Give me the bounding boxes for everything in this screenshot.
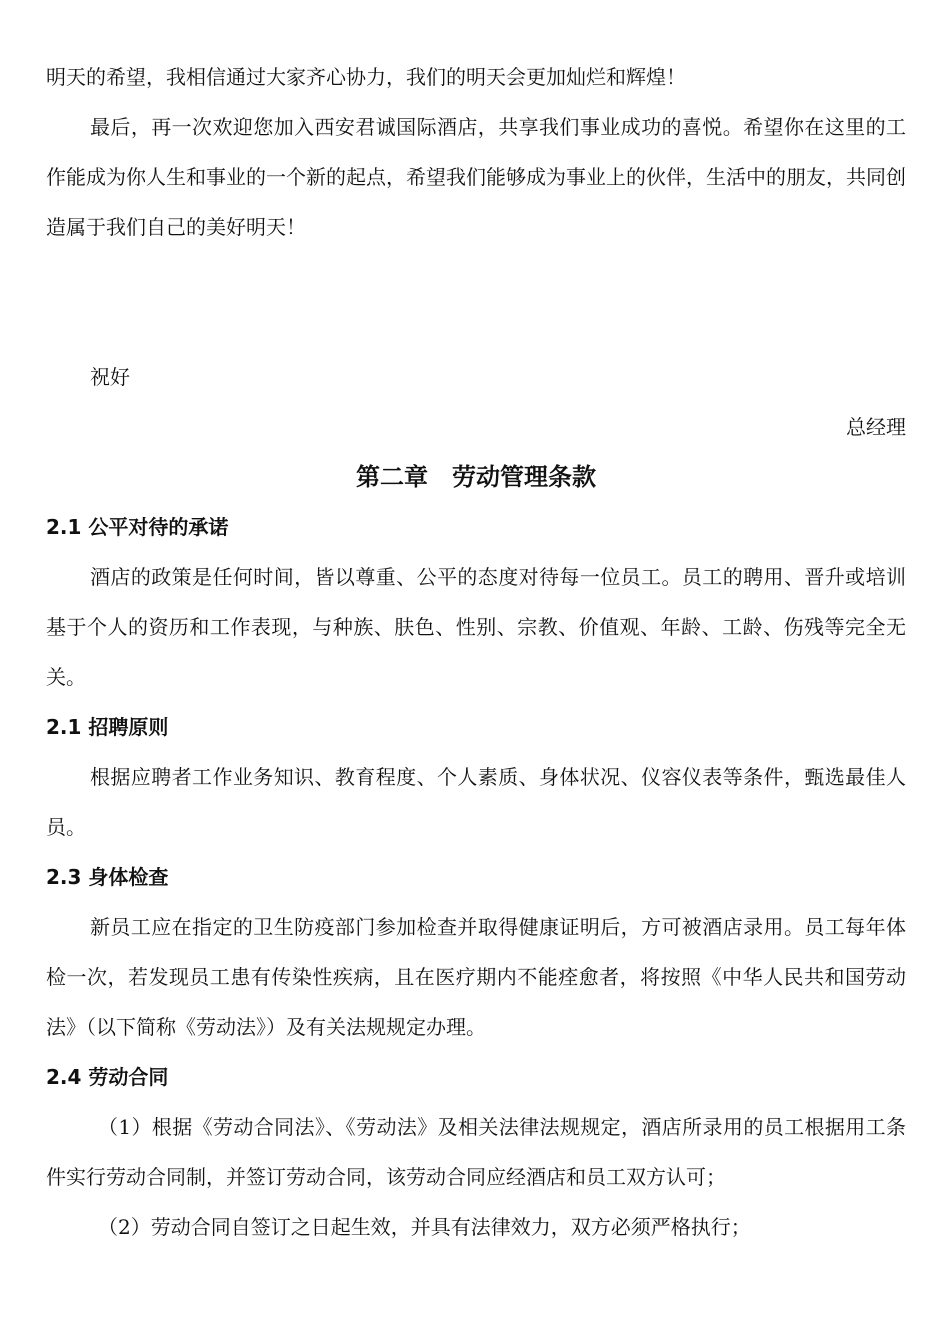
- greeting: 祝好: [90, 365, 130, 389]
- intro-line: 明天的希望，我相信通过大家齐心协力，我们的明天会更加灿烂和辉煌！: [46, 65, 686, 89]
- list-item: （2）劳动合同自签订之日起生效，并具有法律效力，双方必须严格执行；: [98, 1215, 751, 1239]
- chapter-title: 第二章 劳动管理条款: [356, 463, 596, 491]
- signature: 总经理: [846, 415, 906, 439]
- section-body: 酒店的政策是任何时间，皆以尊重、公平的态度对待每一位员工。员工的聘用、晋升或培训基于个人的资历和工作表现，与种族、肤色、性别、宗教、价值观、年龄、工龄、伤残等完全无关。: [46, 565, 906, 689]
- closing-paragraph: 最后，再一次欢迎您加入西安君诚国际酒店，共享我们事业成功的喜悦。希望你在这里的工作能成为你人生和事业的一个新的起点，希望我们能够成为事业上的伙伴，生活中的朋友，共同创造属于我们自己的美好明天！: [46, 115, 906, 239]
- section-body: 根据应聘者工作业务知识、教育程度、个人素质、身体状况、仪容仪表等条件，甄选最佳人员。: [46, 765, 906, 839]
- section-body: 新员工应在指定的卫生防疫部门参加检查并取得健康证明后，方可被酒店录用。员工每年体检一次，若发现员工患有传染性疾病，且在医疗期内不能痊愈者，将按照《中华人民共和国劳动法》（以下简称《劳动法》）及有关法规规定办理。: [46, 915, 906, 1039]
- spacer: [46, 252, 906, 352]
- document-page: [46, 52, 906, 1252]
- section-heading: 2.1 公平对待的承诺: [46, 515, 229, 539]
- section-heading: 2.4 劳动合同: [46, 1065, 169, 1089]
- list-item: （1）根据《劳动合同法》、《劳动法》及相关法律法规规定，酒店所录用的员工根据用工条件实行劳动合同制，并签订劳动合同，该劳动合同应经酒店和员工双方认可；: [46, 1115, 906, 1189]
- section-heading: 2.1 招聘原则: [46, 715, 169, 739]
- section-heading: 2.3 身体检查: [46, 865, 169, 889]
